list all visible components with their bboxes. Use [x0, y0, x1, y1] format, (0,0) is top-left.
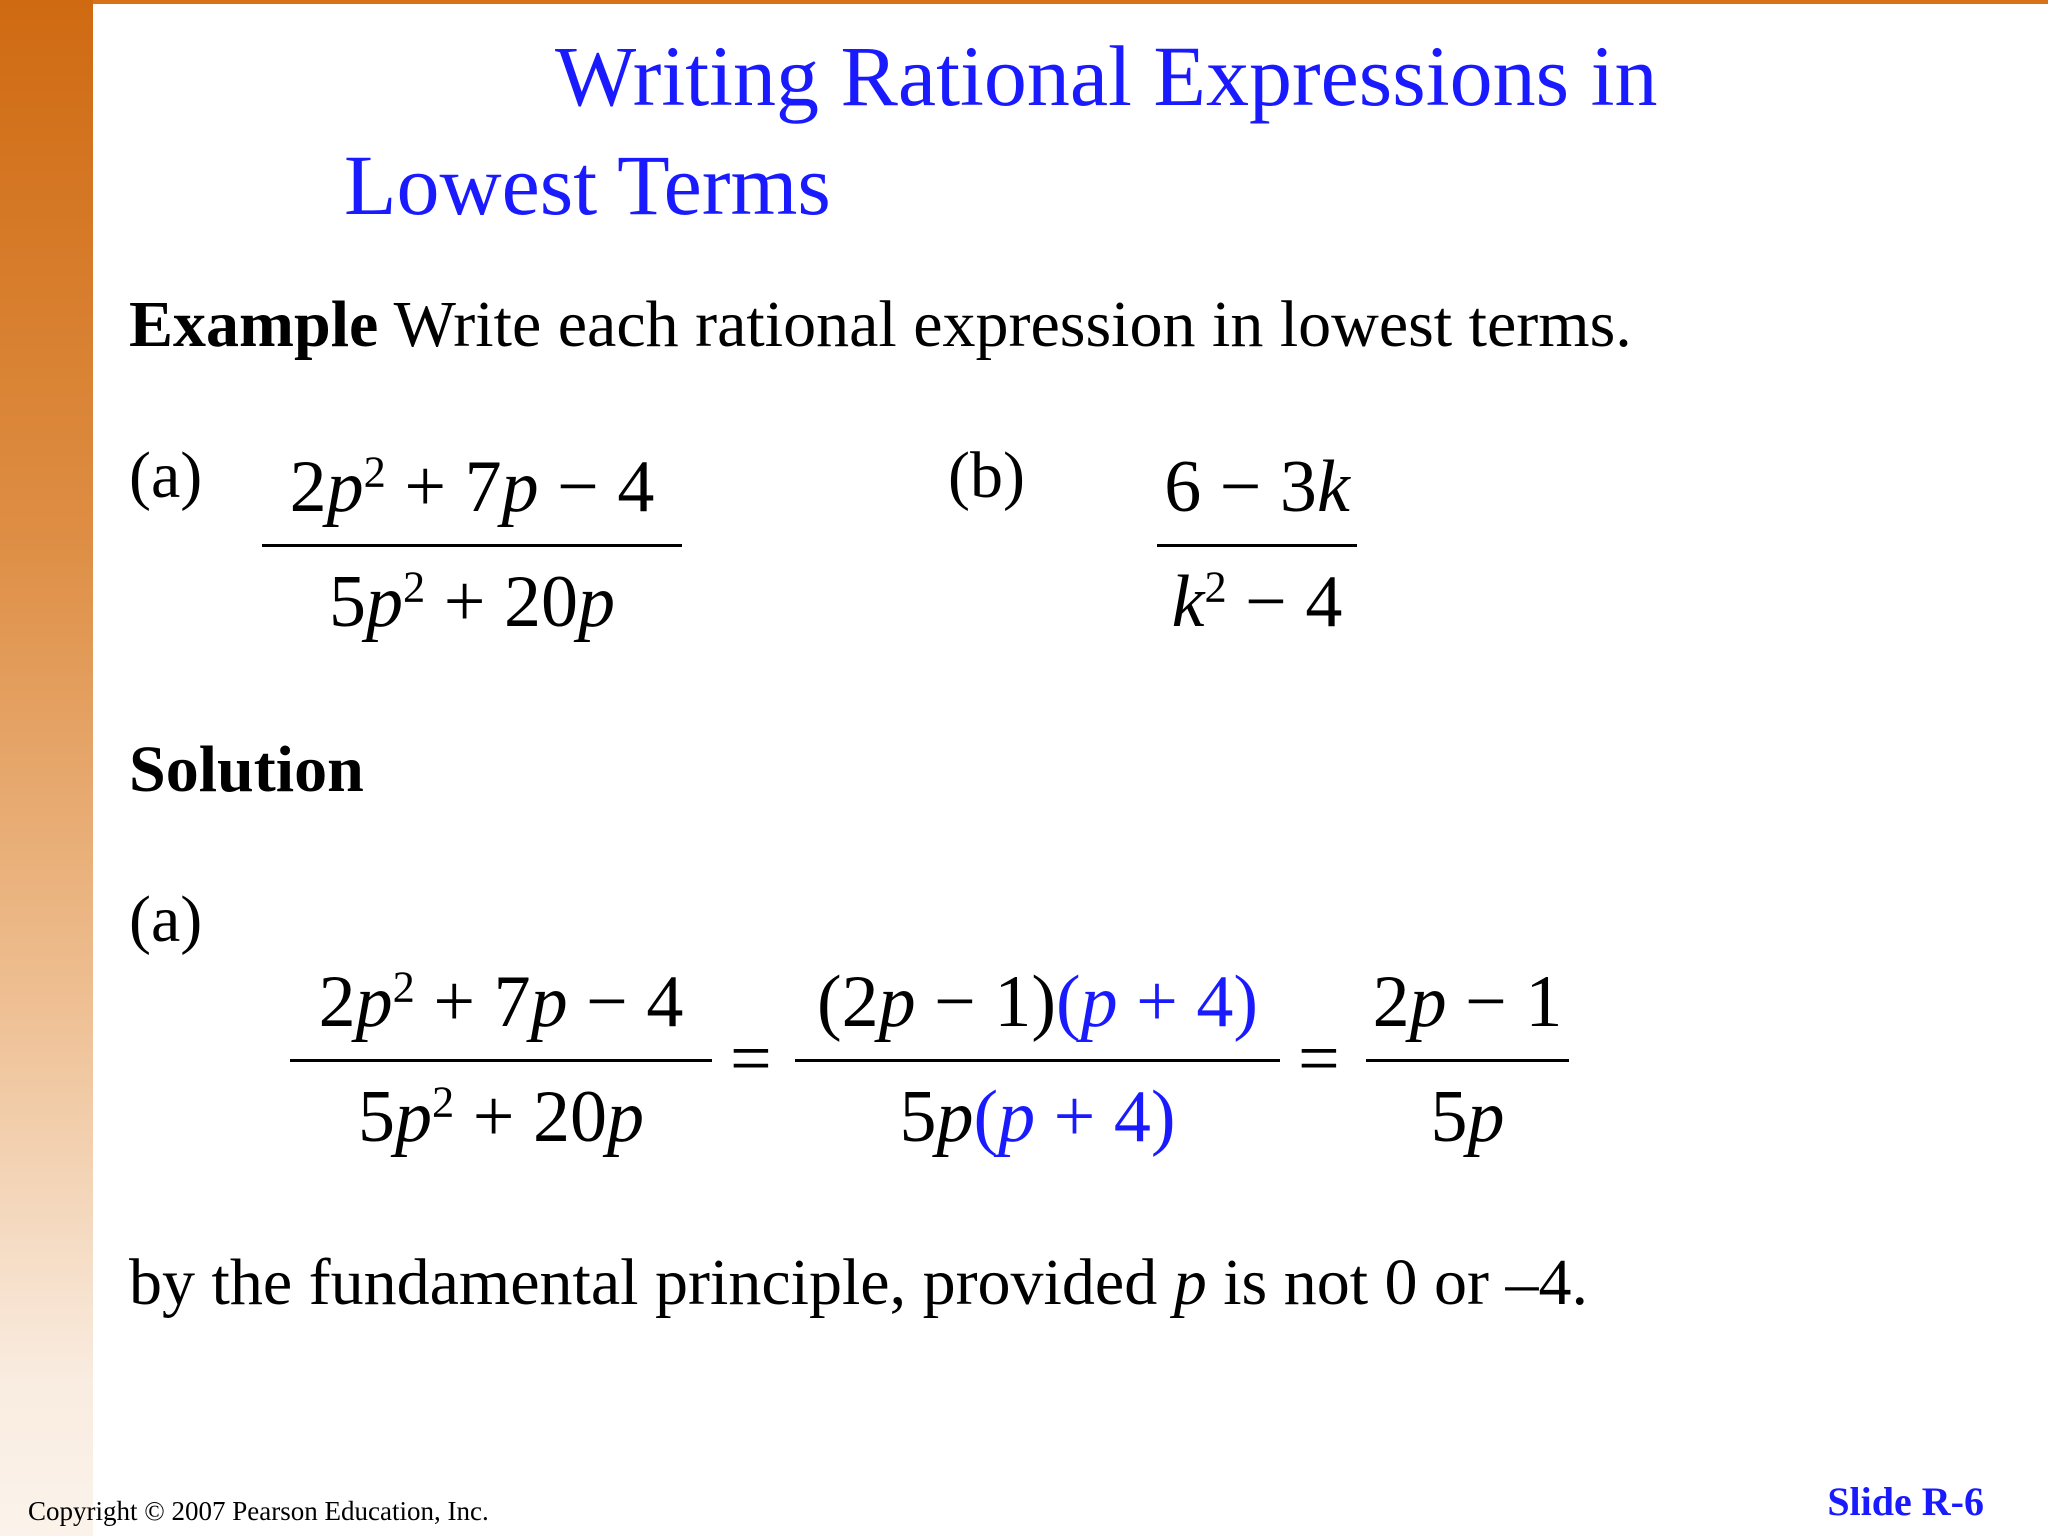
solution-step-3-fraction: [1366, 955, 1569, 1158]
expression-a-fraction: [262, 440, 682, 643]
fraction-bar: [795, 1059, 1280, 1062]
part-b-label: (b): [948, 439, 1025, 512]
step-1-denominator: $5p^2 + 20p$: [358, 1076, 644, 1158]
conclusion-variable: p: [1173, 1246, 1207, 1319]
slide-title-line-2: Lowest Terms: [344, 137, 831, 233]
expression-a-numerator: $2p^2 + 7p - 4$: [289, 446, 655, 528]
step-3-denominator: 5p: [1430, 1076, 1505, 1158]
slide-title-line-1: Writing Rational Expressions in: [555, 28, 1658, 124]
solution-a-label: (a): [129, 883, 203, 956]
sidebar-gradient: [0, 0, 93, 1536]
expression-b-denominator: $k^2 - 4$: [1171, 561, 1343, 643]
expression-b-numerator: 6 − 3k: [1164, 446, 1350, 528]
expression-a-denominator: $5p^2 + 20p$: [329, 561, 615, 643]
solution-label: Solution: [129, 733, 364, 806]
step-1-numerator: $2p^2 + 7p - 4$: [318, 961, 684, 1043]
equals-sign: =: [730, 1018, 772, 1100]
top-border: [93, 0, 2048, 4]
conclusion-text: [129, 1246, 1589, 1319]
expression-b-fraction: [1157, 440, 1357, 643]
step-2-denominator: 5p(p + 4): [899, 1076, 1176, 1158]
solution-step-2-fraction: [795, 955, 1280, 1158]
conclusion-after: is not 0 or –4.: [1206, 1246, 1589, 1319]
fraction-bar: [1366, 1059, 1569, 1062]
conclusion-before: by the fundamental principle, provided: [129, 1246, 1174, 1319]
solution-step-1-fraction: [290, 955, 712, 1158]
example-line: [129, 288, 1632, 361]
footer-copyright: Copyright © 2007 Pearson Education, Inc.: [28, 1496, 489, 1526]
equals-sign: =: [1298, 1018, 1340, 1100]
slide-number: Slide R-6: [1827, 1479, 1984, 1524]
example-instruction: Write each rational expression in lowest terms.: [378, 288, 1632, 361]
fraction-bar: [290, 1059, 712, 1062]
example-label: Example: [129, 288, 379, 361]
fraction-bar: [1157, 544, 1357, 547]
step-3-numerator: 2p − 1: [1372, 961, 1563, 1043]
step-2-numerator: (2p − 1)(p + 4): [816, 961, 1259, 1043]
fraction-bar: [262, 544, 682, 547]
part-a-label: (a): [129, 439, 203, 512]
